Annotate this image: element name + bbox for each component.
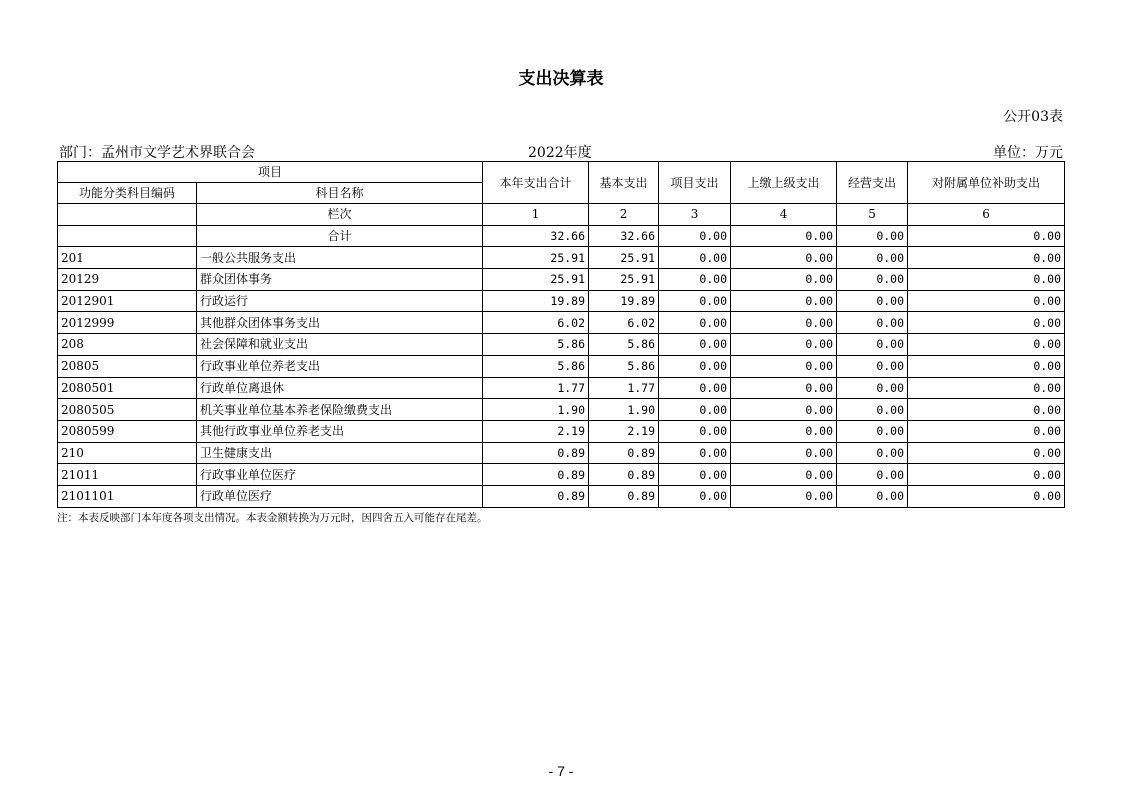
amount-cell: 0.00 <box>908 420 1065 442</box>
subject-name: 行政运行 <box>197 290 483 312</box>
amount-cell: 0.00 <box>731 290 837 312</box>
amount-cell: 0.00 <box>837 399 908 421</box>
total-value: 0.00 <box>731 225 837 247</box>
amount-cell: 0.00 <box>731 334 837 356</box>
amount-cell: 2.19 <box>589 420 659 442</box>
subject-code: 2080505 <box>58 399 197 421</box>
amount-cell: 1.77 <box>589 377 659 399</box>
amount-cell: 0.00 <box>837 442 908 464</box>
expenditure-table <box>57 161 1065 508</box>
subject-code: 201 <box>58 247 197 269</box>
amount-cell: 0.00 <box>731 442 837 464</box>
amount-cell: 5.86 <box>589 355 659 377</box>
amount-cell: 0.00 <box>659 269 731 291</box>
amount-cell: 0.00 <box>837 269 908 291</box>
amount-cell: 0.00 <box>731 355 837 377</box>
amount-cell: 5.86 <box>483 355 589 377</box>
table-row <box>58 442 1065 464</box>
amount-cell: 0.00 <box>837 464 908 486</box>
amount-cell: 0.00 <box>837 334 908 356</box>
amount-cell: 0.00 <box>731 247 837 269</box>
table-row <box>58 269 1065 291</box>
amount-cell: 0.00 <box>908 355 1065 377</box>
amount-cell: 6.02 <box>589 312 659 334</box>
amount-cell: 25.91 <box>589 247 659 269</box>
amount-cell: 0.00 <box>659 399 731 421</box>
amount-cell: 0.00 <box>908 464 1065 486</box>
header-lanci: 栏次 <box>197 204 483 226</box>
table-row <box>58 355 1065 377</box>
subject-code: 21011 <box>58 464 197 486</box>
amount-cell: 0.00 <box>659 355 731 377</box>
amount-cell: 0.00 <box>659 485 731 507</box>
amount-cell: 0.00 <box>837 312 908 334</box>
amount-cell: 1.90 <box>589 399 659 421</box>
subject-code: 210 <box>58 442 197 464</box>
table-row <box>58 334 1065 356</box>
header-subsidiary: 对附属单位补助支出 <box>908 162 1065 204</box>
header-name: 科目名称 <box>197 183 483 204</box>
subject-name: 一般公共服务支出 <box>197 247 483 269</box>
amount-cell: 0.00 <box>908 485 1065 507</box>
amount-cell: 0.00 <box>837 355 908 377</box>
amount-cell: 6.02 <box>483 312 589 334</box>
amount-cell: 0.00 <box>731 312 837 334</box>
amount-cell: 0.89 <box>589 485 659 507</box>
subject-name: 行政事业单位养老支出 <box>197 355 483 377</box>
page-number: - 7 - <box>548 763 574 779</box>
amount-cell: 0.00 <box>837 247 908 269</box>
unit-label: 单位：万元 <box>993 145 1063 161</box>
subject-name: 行政单位离退休 <box>197 377 483 399</box>
header-project: 项目 <box>58 162 483 183</box>
col-index: 3 <box>659 204 731 226</box>
col-index: 6 <box>908 204 1065 226</box>
amount-cell: 0.00 <box>731 269 837 291</box>
amount-cell: 0.00 <box>837 420 908 442</box>
amount-cell: 25.91 <box>483 247 589 269</box>
subject-name: 行政单位医疗 <box>197 485 483 507</box>
amount-cell: 0.00 <box>731 420 837 442</box>
subject-code: 20129 <box>58 269 197 291</box>
col-index: 5 <box>837 204 908 226</box>
table-row <box>58 377 1065 399</box>
table-row <box>58 247 1065 269</box>
total-value: 0.00 <box>659 225 731 247</box>
subject-code: 208 <box>58 334 197 356</box>
total-value: 0.00 <box>908 225 1065 247</box>
amount-cell: 0.00 <box>837 290 908 312</box>
amount-cell: 0.00 <box>908 247 1065 269</box>
subject-name: 卫生健康支出 <box>197 442 483 464</box>
amount-cell: 0.00 <box>731 377 837 399</box>
subject-name: 其他行政事业单位养老支出 <box>197 420 483 442</box>
header-upper: 上缴上级支出 <box>731 162 837 204</box>
amount-cell: 0.00 <box>908 399 1065 421</box>
amount-cell: 0.89 <box>483 442 589 464</box>
amount-cell: 0.00 <box>908 269 1065 291</box>
amount-cell: 2.19 <box>483 420 589 442</box>
amount-cell: 25.91 <box>589 269 659 291</box>
table-row <box>58 485 1065 507</box>
page-title: 支出决算表 <box>518 69 604 89</box>
total-code-cell <box>58 225 197 247</box>
subject-code: 20805 <box>58 355 197 377</box>
subject-code: 2101101 <box>58 485 197 507</box>
amount-cell: 0.89 <box>589 442 659 464</box>
amount-cell: 1.90 <box>483 399 589 421</box>
subject-name: 行政事业单位医疗 <box>197 464 483 486</box>
total-value: 0.00 <box>837 225 908 247</box>
amount-cell: 0.00 <box>659 420 731 442</box>
amount-cell: 0.00 <box>659 334 731 356</box>
amount-cell: 0.89 <box>589 464 659 486</box>
amount-cell: 0.00 <box>659 442 731 464</box>
total-value: 32.66 <box>483 225 589 247</box>
table-row <box>58 464 1065 486</box>
amount-cell: 0.00 <box>837 377 908 399</box>
table-row <box>58 399 1065 421</box>
subject-name: 社会保障和就业支出 <box>197 334 483 356</box>
amount-cell: 0.00 <box>908 442 1065 464</box>
subject-name: 群众团体事务 <box>197 269 483 291</box>
header-item: 项目支出 <box>659 162 731 204</box>
col-index: 2 <box>589 204 659 226</box>
lanci-empty-cell <box>58 204 197 226</box>
amount-cell: 5.86 <box>589 334 659 356</box>
header-business: 经营支出 <box>837 162 908 204</box>
amount-cell: 0.89 <box>483 485 589 507</box>
header-basic: 基本支出 <box>589 162 659 204</box>
col-index: 4 <box>731 204 837 226</box>
subject-code: 2080599 <box>58 420 197 442</box>
amount-cell: 0.00 <box>659 464 731 486</box>
col-index: 1 <box>483 204 589 226</box>
table-code: 公开03表 <box>1003 109 1063 125</box>
amount-cell: 1.77 <box>483 377 589 399</box>
amount-cell: 0.00 <box>659 247 731 269</box>
amount-cell: 0.00 <box>659 377 731 399</box>
amount-cell: 0.89 <box>483 464 589 486</box>
subject-code: 2012901 <box>58 290 197 312</box>
amount-cell: 0.00 <box>908 334 1065 356</box>
amount-cell: 25.91 <box>483 269 589 291</box>
amount-cell: 19.89 <box>483 290 589 312</box>
amount-cell: 0.00 <box>731 399 837 421</box>
subject-name: 机关事业单位基本养老保险缴费支出 <box>197 399 483 421</box>
total-row <box>58 225 1065 247</box>
table-row <box>58 312 1065 334</box>
subject-code: 2080501 <box>58 377 197 399</box>
header-code: 功能分类科目编码 <box>58 183 197 204</box>
amount-cell: 0.00 <box>908 290 1065 312</box>
department-label: 部门：孟州市文学艺术界联合会 <box>59 145 255 161</box>
amount-cell: 0.00 <box>837 485 908 507</box>
header-total: 本年支出合计 <box>483 162 589 204</box>
amount-cell: 0.00 <box>659 312 731 334</box>
amount-cell: 5.86 <box>483 334 589 356</box>
footnote: 注：本表反映部门本年度各项支出情况。本表金额转换为万元时，因四舍五入可能存在尾差。 <box>57 512 488 524</box>
amount-cell: 19.89 <box>589 290 659 312</box>
total-value: 32.66 <box>589 225 659 247</box>
total-label: 合计 <box>197 225 483 247</box>
amount-cell: 0.00 <box>731 464 837 486</box>
table-row <box>58 420 1065 442</box>
fiscal-year: 2022年度 <box>528 145 592 161</box>
table-row <box>58 290 1065 312</box>
amount-cell: 0.00 <box>659 290 731 312</box>
subject-code: 2012999 <box>58 312 197 334</box>
amount-cell: 0.00 <box>908 312 1065 334</box>
subject-name: 其他群众团体事务支出 <box>197 312 483 334</box>
amount-cell: 0.00 <box>908 377 1065 399</box>
amount-cell: 0.00 <box>731 485 837 507</box>
